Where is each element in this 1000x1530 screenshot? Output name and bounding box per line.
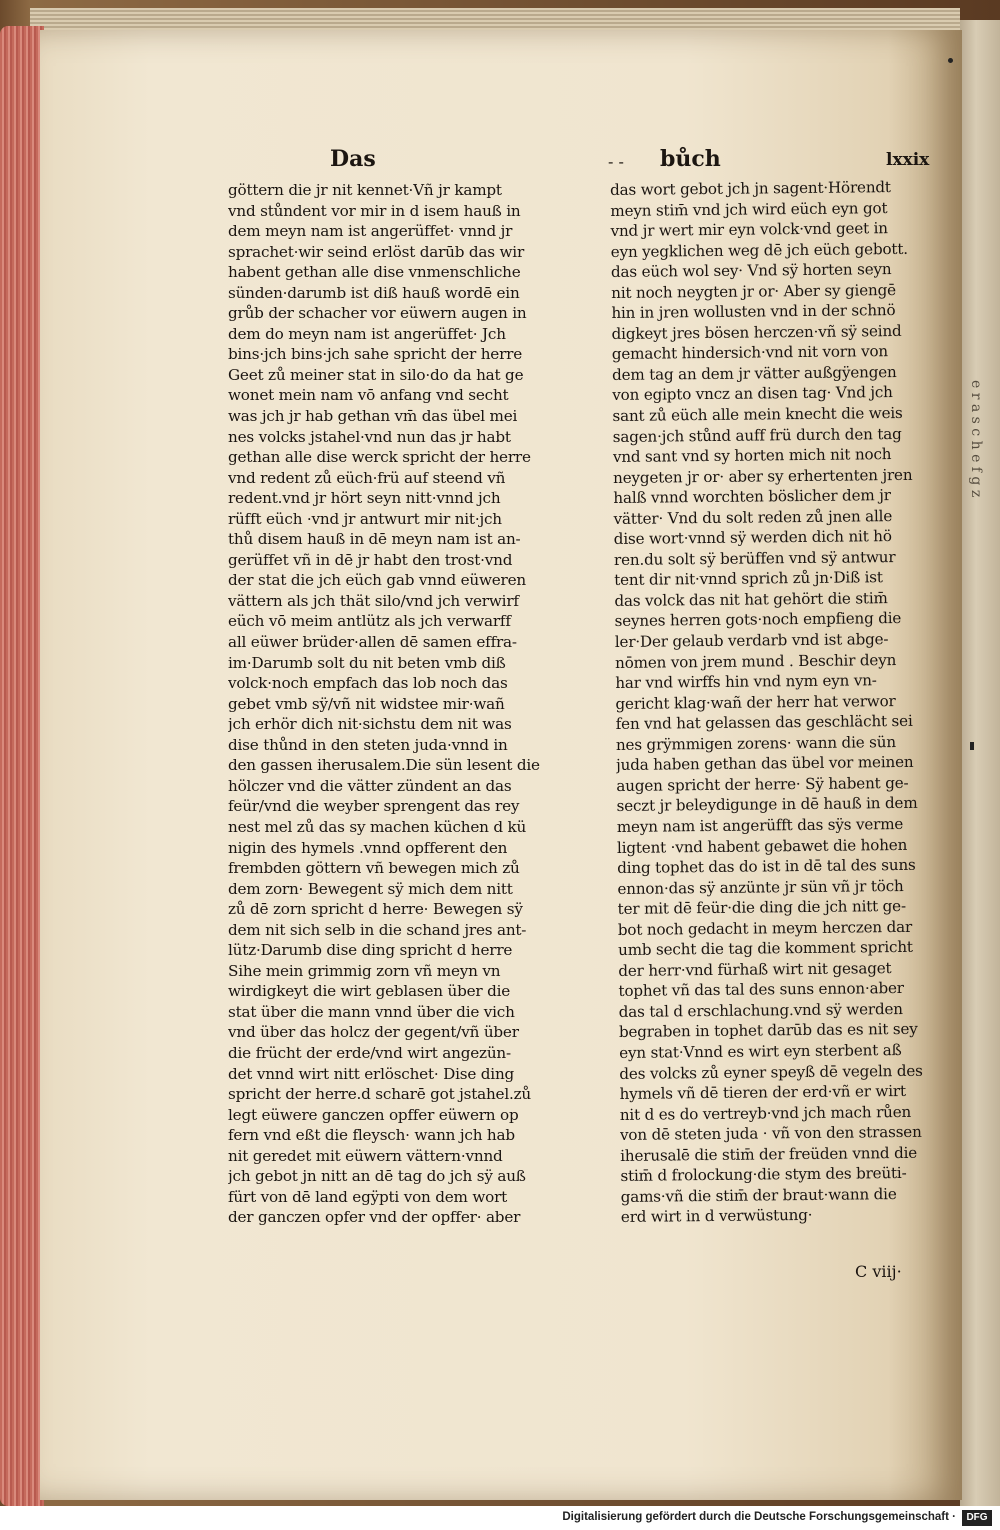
text-line: jch erhör dich nit·sichstu dem nit was — [228, 715, 512, 734]
text-line: göttern die jr nit kennet·Vñ jr kampt — [228, 181, 502, 199]
left-text-column — [228, 180, 553, 1228]
text-line: thů disem hauß in dē meyn nam ist an‑ — [228, 530, 521, 549]
text-line: Sihe mein grimmig zorn vñ meyn vn — [228, 961, 501, 980]
text-line: die frücht der erde/vnd wirt angezün‑ — [228, 1043, 511, 1062]
text-line: sagen·jch stůnd auff frü durch den tag — [612, 424, 902, 446]
footer-credit: Digitalisierung gefördert durch die Deutsche Forschungsgemeinschaft · — [562, 1511, 956, 1523]
running-head-dash: ‑ ‑ — [608, 152, 624, 171]
text-line: jch gebot jn nitt an dē tag do jch sÿ auß — [228, 1167, 526, 1186]
text-line: bins·jch bins·jch sahe spricht der herre — [228, 345, 522, 364]
text-line: des volcks zů eyner speyß dē vegeln des — [619, 1061, 923, 1083]
text-line: nōmen von jrem mund . Beschir deyn — [614, 650, 897, 672]
text-line: sprachet·wir seind erlöst darūb das wir — [228, 242, 525, 261]
text-line: juda haben gethan das übel vor meinen — [616, 753, 914, 775]
text-line: fen vnd hat gelassen das geschlächt sei — [615, 712, 913, 734]
text-line: neygeten jr or· aber sy erhertenten jren — [613, 465, 913, 487]
text-line: bot noch gedacht in meym herczen dar — [617, 917, 913, 939]
text-line: augen spricht der herre· Sÿ habent ge‑ — [616, 773, 909, 795]
facing-page-edge — [960, 20, 1000, 1520]
text-line: nit noch neygten jr or· Aber sy giengē — [611, 280, 896, 302]
book-left-edge — [0, 26, 44, 1506]
text-line: har vnd wirffs hin vnd nym eyn vn‑ — [615, 671, 877, 693]
text-line: dem nit sich selb in die schand jres ant‑ — [228, 920, 527, 939]
text-line: sant zů eüch alle mein knecht die weis — [612, 403, 903, 426]
text-line: habent gethan alle dise vnmenschliche — [228, 263, 521, 282]
text-line: spricht der herre.d scharē got jstahel.zů — [228, 1085, 532, 1104]
text-line: wonet mein nam vō anfang vnd secht — [228, 386, 509, 405]
text-line: ligtent ·vnd habent gebawet die hohen — [616, 835, 908, 857]
text-line: gemacht hindersich·vnd nit vorn von — [611, 342, 889, 364]
text-line: ennon·das sÿ anzünte jr sün vñ jr töch — [617, 876, 904, 898]
text-line: tent dir nit·vnnd sprich zů jn·Diß ist — [614, 568, 883, 590]
text-line: zů dē zorn spricht d herre· Bewegen sÿ — [228, 900, 523, 919]
text-line: erd wirt in d verwüstung· — [620, 1206, 813, 1227]
text-line: stim̄ d frolockung·die stym des breüti‑ — [620, 1164, 907, 1186]
text-line: der herr·vnd fürhaß wirt nit gesaget — [618, 958, 892, 980]
footer-bar — [0, 1506, 1000, 1530]
text-line: gebet vmb sÿ/vñ nit widstee mir·wañ — [228, 694, 505, 713]
text-line: eyn yegklichen weg dē jch eüch gebott. — [610, 239, 908, 261]
text-line: hölczer vnd die vätter zündent an das — [228, 776, 512, 795]
text-line: rüfft eüch ·vnd jr antwurt mir nit·jch — [228, 509, 502, 528]
text-line: redent.vnd jr hört seyn nitt·vnnd jch — [228, 489, 501, 508]
text-line: digkeyt jres bösen herczen·vñ sÿ seind — [611, 321, 902, 343]
text-line: frembden göttern vñ bewegen mich zů — [228, 859, 520, 878]
text-line: iherusalē die stim̄ der freüden vnnd die — [620, 1143, 918, 1165]
text-line: nes grÿmmigen zorens· wann die sün — [615, 732, 896, 754]
text-line: dem meyn nam ist angerüffet· vnnd jr — [228, 222, 513, 241]
text-line: legt eüwere ganczen opffer eüwern op — [228, 1105, 519, 1124]
text-line: det vnnd wirt nitt erlöschet· Dise ding — [228, 1064, 515, 1083]
text-line: hymels vñ dē tieren der erd·vñ er wirt — [619, 1082, 906, 1104]
text-line: dem tag an dem jr vätter außgÿengen — [611, 362, 897, 384]
text-line: hin in jren wollusten vnd in der schnö — [611, 301, 896, 323]
text-line: umb secht die tag die komment spricht — [617, 938, 913, 960]
text-line: gerüffet vñ in dē jr habt den trost·vnd — [228, 550, 513, 569]
text-line: im·Darumb solt du nit beten vmb diß — [228, 653, 506, 672]
folio-number: lxxix — [886, 150, 930, 170]
text-line: nit d es do vertreyb·vnd jch mach růen — [619, 1102, 912, 1124]
text-line: das eüch wol sey· Vnd sÿ horten seyn — [610, 260, 892, 282]
text-line: vättern als jch thät silo/vnd jch verwirf — [228, 591, 519, 610]
ink-mark — [970, 742, 974, 750]
running-head-middle: bůch — [660, 146, 721, 172]
text-line: vnd über das holcz der gegent/vñ über — [228, 1023, 519, 1042]
running-head-left: Das — [330, 146, 376, 172]
text-line: nes volcks jstahel·vnd nun das jr habt — [228, 427, 511, 446]
text-line: sünden·darumb ist diß hauß wordē ein — [228, 283, 520, 302]
text-line: dem do meyn nam ist angerüffet· Jch — [228, 324, 506, 343]
text-line: gethan alle dise werck spricht der herre — [228, 448, 531, 467]
text-line: ter mit dē feür·die ding die jch nitt ge‑ — [617, 897, 906, 919]
signature-mark: C viij· — [855, 1262, 902, 1281]
facing-page-fragments: e r a s c h e f g z — [968, 380, 984, 498]
text-line: das wort gebot jch jn sagent·Hörendt — [610, 178, 891, 199]
text-line: halß vnnd worchten böslicher dem jr — [613, 486, 891, 508]
text-line: nigin des hymels .vnnd opfferent den — [228, 838, 508, 857]
text-line: meyn stim̄ vnd jch wird eüch eyn got — [610, 198, 888, 220]
text-line: nit geredet mit eüwern vättern·vnnd — [228, 1146, 503, 1165]
text-line: tophet vñ das tal des suns ennon·aber — [618, 979, 904, 1001]
text-line: dem zorn· Bewegent sÿ mich dem nitt — [228, 879, 513, 898]
text-line: stat über die mann vnnd über die vich — [228, 1002, 515, 1021]
text-line: feür/vnd die weyber sprengent das rey — [228, 797, 520, 816]
text-line: grůb der schacher vor eüwern augen in — [228, 304, 527, 323]
text-line: nest mel zů das sy machen küchen d kü — [228, 817, 527, 836]
text-line: von dē steten juda · vñ von den strassen — [619, 1122, 922, 1145]
text-line: gams·vñ die stim̄ der braut·wann die — [620, 1184, 897, 1206]
text-line: vnd sant vnd sy horten mich nit noch — [612, 445, 892, 467]
text-line: meyn nam ist angerüfft das sÿs verme — [616, 814, 904, 836]
text-line: vnd jr wert mir eyn volck·vnd geet in — [610, 219, 888, 241]
text-line: das volck das nit hat gehört die stim̄ — [614, 589, 888, 610]
text-line: lütz·Darumb dise ding spricht d herre — [228, 941, 513, 960]
text-line: was jch jr hab gethan vm̄ das übel mei — [228, 407, 518, 426]
text-line: fürt von dē land egÿpti von dem wort — [228, 1187, 508, 1206]
text-line: vnd redent zů eüch·frü auf steend vñ — [228, 468, 506, 487]
text-line: vnd stůndent vor mir in d isem hauß in — [228, 201, 521, 220]
text-line: der ganczen opfer vnd der opffer· aber — [228, 1208, 521, 1227]
dfg-logo: DFG — [962, 1510, 992, 1526]
text-line: seczt jr beleydigunge in dē hauß in dem — [616, 794, 918, 816]
text-line: all eüwer brüder·allen dē samen effra‑ — [228, 633, 517, 652]
text-line: ler·Der gelaub verdarb vnd ist abge‑ — [614, 630, 889, 652]
text-line: ding tophet das do ist in dē tal des suns — [617, 855, 916, 878]
text-line: volck·noch empfach das lob noch das — [228, 674, 508, 693]
text-line: den gassen iherusalem.Die sün lesent die — [228, 756, 540, 775]
text-line: dise wort·vnnd sÿ werden dich nit hö — [613, 527, 892, 549]
text-line: seynes herren gots·noch empfieng die — [614, 609, 902, 631]
text-line: eyn stat·Vnnd es wirt eyn sterbent aß — [619, 1040, 902, 1062]
text-line: das tal d erschlachung.vnd sÿ werden — [618, 999, 903, 1021]
text-line: fern vnd eßt die fleysch· wann jch hab — [228, 1126, 515, 1145]
text-line: gericht klag·wañ der herr hat verwor — [615, 691, 896, 713]
text-line: wirdigkeyt die wirt geblasen über die — [228, 982, 511, 1001]
right-text-column — [610, 177, 951, 1228]
text-line: von egipto vncz an disen tag· Vnd jch — [612, 383, 893, 405]
text-line: vätter· Vnd du solt reden zů jnen alle — [613, 506, 893, 528]
text-line: Geet zů meiner stat in silo·do da hat ge — [228, 365, 524, 384]
text-line: eüch vō meim antlütz als jch verwarff — [228, 612, 511, 631]
ink-dot — [948, 58, 953, 63]
text-line: begraben in tophet darūb das es nit sey — [618, 1020, 918, 1042]
text-line: dise thůnd in den steten juda·vnnd in — [228, 735, 508, 754]
text-line: der stat die jch eüch gab vnnd eüweren — [228, 571, 526, 590]
text-line: ren.du solt sÿ berüffen vnd sÿ antwur — [613, 547, 896, 569]
